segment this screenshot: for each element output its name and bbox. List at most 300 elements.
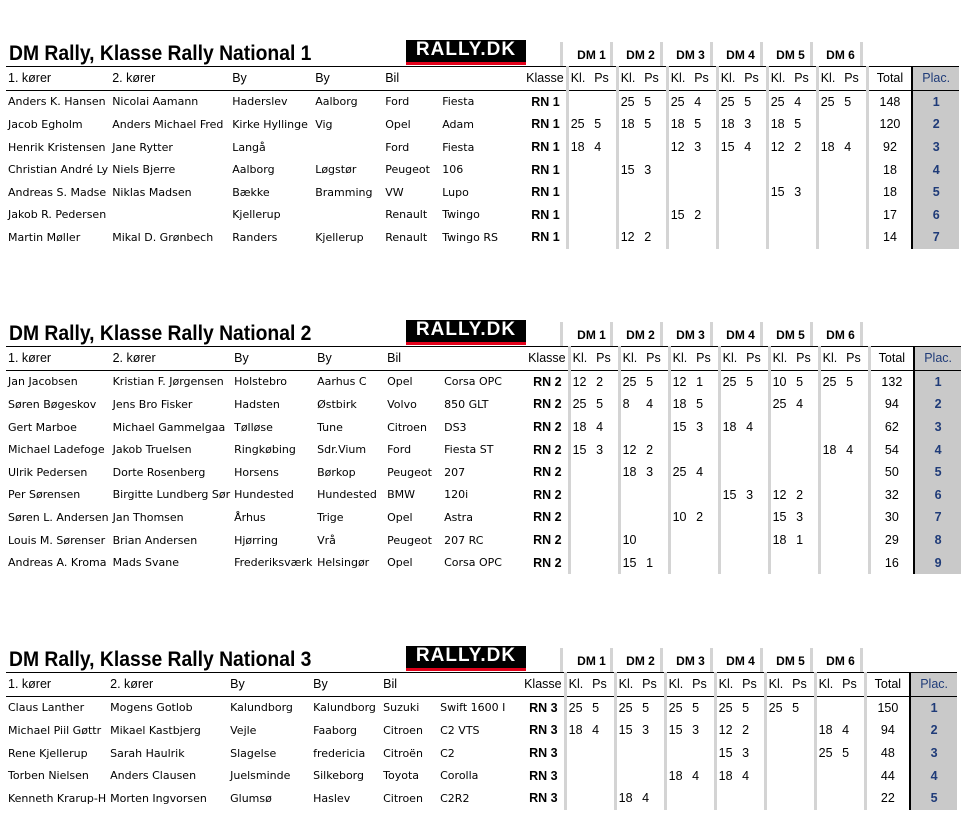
table-row: [6, 506, 961, 529]
round-points: 15: [719, 484, 744, 507]
table-row: [6, 484, 961, 507]
round-points: 18: [815, 719, 840, 742]
round-points: [817, 181, 842, 204]
class-code: RN 3: [529, 700, 558, 715]
round-bonus: [692, 158, 717, 181]
round-points: [819, 506, 844, 529]
round-bonus: [790, 742, 815, 765]
total-points: 132: [869, 370, 914, 393]
round-points: [665, 787, 690, 810]
round-bonus: 3: [742, 746, 750, 761]
round-bonus: [742, 158, 767, 181]
round-bonus: [744, 393, 769, 416]
driver-1: Martin Møller: [8, 230, 81, 244]
placement: 6: [914, 484, 961, 507]
round-header: DM 4: [726, 328, 755, 342]
class-code: RN 3: [529, 768, 558, 783]
round-points: [617, 204, 642, 227]
car-make: Citroen: [383, 723, 423, 737]
round-separator: [760, 42, 763, 66]
driver-1: Torben Nielsen: [8, 769, 89, 783]
column-header: 1. kører: [6, 347, 111, 371]
round-header: DM 1: [577, 654, 606, 668]
round-bonus: 5: [646, 374, 654, 389]
round-separator: [710, 648, 713, 672]
car-model: C2 VTS: [440, 723, 480, 737]
column-header: By: [232, 347, 315, 371]
round-bonus: [744, 438, 769, 461]
round-bonus: 5: [596, 397, 604, 412]
city-1: Vejle: [230, 723, 257, 737]
round-points: [669, 438, 694, 461]
round-points: [619, 416, 644, 439]
column-header: [442, 347, 517, 371]
round-points: [715, 787, 740, 810]
round-bonus: 4: [594, 140, 602, 155]
table-row: [6, 158, 959, 181]
round-points: 12: [617, 226, 642, 249]
car-model: Swift 1600 I: [440, 701, 506, 715]
city-2: Kalundborg: [313, 701, 376, 715]
column-header: Ps: [690, 673, 715, 697]
round-separator: [610, 322, 613, 346]
round-separator: [560, 322, 563, 346]
car-make: Peugeot: [387, 533, 432, 547]
total-points: 50: [869, 461, 914, 484]
city-2: Børkop: [317, 465, 356, 479]
round-points: [717, 158, 742, 181]
standings-table: [6, 346, 961, 574]
round-points: [717, 204, 742, 227]
car-model: Corsa OPC: [444, 556, 502, 570]
car-make: Opel: [387, 375, 413, 389]
placement: 4: [912, 158, 959, 181]
round-separator: [710, 42, 713, 66]
class-code: RN 2: [533, 442, 562, 457]
round-points: [567, 90, 592, 113]
total-points: 54: [869, 438, 914, 461]
round-bonus: [792, 226, 817, 249]
round-points: [617, 136, 642, 159]
round-points: [567, 204, 592, 227]
driver-2: Nicolai Aamann: [112, 95, 199, 109]
car-model: Astra: [444, 510, 473, 524]
total-points: 48: [865, 742, 910, 765]
city-2: Haslev: [313, 791, 351, 805]
round-points: 18: [717, 113, 742, 136]
driver-2: Jens Bro Fisker: [112, 397, 193, 411]
total-points: 120: [867, 113, 912, 136]
round-points: [719, 551, 744, 574]
driver-2: Anders Clausen: [110, 769, 197, 783]
column-header: Ps: [594, 347, 619, 371]
driver-2: Niklas Madsen: [112, 185, 192, 199]
round-points: 18: [817, 136, 842, 159]
table-row: [6, 696, 957, 719]
driver-2: Sarah Haulrik: [110, 746, 185, 760]
round-bonus: [590, 787, 615, 810]
round-bonus: 2: [742, 723, 750, 738]
placement: 5: [912, 181, 959, 204]
round-bonus: [690, 742, 715, 765]
column-header: By: [230, 67, 313, 91]
round-points: [665, 742, 690, 765]
city-2: Løgstør: [315, 163, 357, 177]
round-points: [819, 484, 844, 507]
round-header: DM 5: [776, 328, 805, 342]
total-points: 94: [869, 393, 914, 416]
driver-1: Per Sørensen: [8, 488, 81, 502]
column-header: 1. kører: [6, 673, 108, 697]
city-2: Silkeborg: [313, 769, 364, 783]
round-bonus: [642, 136, 667, 159]
column-header: By: [311, 673, 381, 697]
city-2: Vrå: [317, 533, 336, 547]
round-points: [769, 416, 794, 439]
round-points: [615, 764, 640, 787]
round-points: [815, 696, 840, 719]
car-model: Corolla: [440, 769, 479, 783]
table-row: [6, 90, 959, 113]
round-points: 15: [715, 742, 740, 765]
rally-dk-logo: RALLY.DK: [406, 320, 526, 345]
placement: 5: [914, 461, 961, 484]
round-points: 12: [619, 438, 644, 461]
total-points: 44: [865, 764, 910, 787]
class-code: RN 1: [531, 94, 560, 109]
round-points: 15: [619, 551, 644, 574]
round-bonus: [640, 764, 665, 787]
driver-1: Henrik Kristensen: [8, 140, 106, 154]
round-bonus: [644, 529, 669, 552]
class-code: RN 1: [531, 162, 560, 177]
car-make: Opel: [385, 117, 411, 131]
column-header: Klasse: [515, 67, 567, 91]
table-row: [6, 719, 957, 742]
round-points: 18: [669, 393, 694, 416]
city-1: Haderslev: [232, 95, 288, 109]
round-bonus: 4: [642, 791, 650, 806]
round-points: [719, 393, 744, 416]
round-points: [565, 787, 590, 810]
round-separator: [610, 42, 613, 66]
round-bonus: [642, 181, 667, 204]
placement: 4: [910, 764, 957, 787]
round-bonus: 3: [692, 723, 700, 738]
round-points: [567, 181, 592, 204]
round-bonus: 4: [646, 397, 654, 412]
round-header: DM 4: [726, 654, 755, 668]
round-points: [767, 226, 792, 249]
round-points: 18: [619, 461, 644, 484]
car-model: Adam: [442, 117, 474, 131]
round-bonus: 4: [596, 420, 604, 435]
class-code: RN 2: [533, 420, 562, 435]
round-separator: [710, 322, 713, 346]
table-row: [6, 787, 957, 810]
table-row: [6, 393, 961, 416]
round-points: 25: [619, 370, 644, 393]
round-bonus: [842, 226, 867, 249]
round-points: [769, 551, 794, 574]
class-code: RN 1: [531, 117, 560, 132]
column-header: By: [315, 347, 385, 371]
driver-2: Mikael Kastbjerg: [110, 723, 201, 737]
round-bonus: [844, 484, 869, 507]
round-separator: [810, 648, 813, 672]
city-1: Århus: [234, 510, 266, 524]
round-header: DM 6: [826, 328, 855, 342]
round-points: 25: [569, 393, 594, 416]
round-bonus: [844, 461, 869, 484]
round-points: 15: [717, 136, 742, 159]
column-header: Klasse: [517, 347, 569, 371]
table-row: [6, 181, 959, 204]
round-points: 18: [667, 113, 692, 136]
round-bonus: [592, 226, 617, 249]
column-header: Ps: [644, 347, 669, 371]
driver-1: Kenneth Krarup-H: [8, 791, 107, 805]
round-bonus: 4: [592, 723, 600, 738]
city-2: Tune: [317, 420, 343, 434]
round-points: 25: [765, 696, 790, 719]
round-bonus: 3: [746, 487, 754, 502]
city-2: Faaborg: [313, 723, 357, 737]
column-header: Kl.: [765, 673, 790, 697]
round-points: [569, 551, 594, 574]
column-header: Ps: [790, 673, 815, 697]
round-bonus: [844, 506, 869, 529]
car-make: VW: [385, 185, 404, 199]
car-make: BMW: [387, 488, 416, 502]
round-points: [615, 742, 640, 765]
driver-1: Jan Jacobsen: [8, 375, 78, 389]
class-block: [6, 646, 966, 812]
class-code: RN 2: [533, 555, 562, 570]
car-model: Fiesta: [442, 95, 475, 109]
column-header: 2. kører: [110, 67, 230, 91]
column-header: Ps: [744, 347, 769, 371]
round-bonus: 4: [844, 140, 852, 155]
round-bonus: [792, 158, 817, 181]
column-header: Ps: [792, 67, 817, 91]
driver-1: Claus Lanther: [8, 701, 85, 715]
table-row: [6, 370, 961, 393]
round-points: [565, 742, 590, 765]
city-1: Tølløse: [234, 420, 273, 434]
round-points: 25: [617, 90, 642, 113]
column-header: Kl.: [717, 67, 742, 91]
round-points: 15: [667, 204, 692, 227]
round-bonus: [840, 787, 865, 810]
round-bonus: 5: [844, 94, 852, 109]
car-make: Ford: [385, 95, 410, 109]
round-points: 15: [617, 158, 642, 181]
column-header: [438, 673, 513, 697]
round-bonus: [744, 529, 769, 552]
car-model: DS3: [444, 420, 467, 434]
round-bonus: 2: [644, 230, 652, 245]
round-bonus: [692, 181, 717, 204]
round-header: DM 3: [676, 328, 705, 342]
round-points: 12: [767, 136, 792, 159]
round-points: 18: [569, 416, 594, 439]
driver-2: Mads Svane: [112, 556, 180, 570]
class-header: [6, 320, 966, 346]
class-code: RN 2: [533, 465, 562, 480]
round-bonus: [592, 158, 617, 181]
round-points: 18: [567, 136, 592, 159]
round-bonus: [694, 529, 719, 552]
round-points: 25: [667, 90, 692, 113]
round-points: [719, 529, 744, 552]
round-points: 25: [815, 742, 840, 765]
round-points: 25: [769, 393, 794, 416]
column-header: 2. kører: [111, 347, 233, 371]
round-bonus: [742, 204, 767, 227]
car-make: Volvo: [387, 397, 417, 411]
city-2: Bramming: [315, 185, 373, 199]
class-code: RN 2: [533, 397, 562, 412]
driver-1: Andreas A. Kroma: [8, 556, 107, 570]
city-1: Holstebro: [234, 375, 287, 389]
column-header: 2. kører: [108, 673, 228, 697]
round-bonus: 1: [796, 533, 804, 548]
standings-table: [6, 66, 959, 249]
round-bonus: 3: [796, 510, 804, 525]
round-points: 12: [715, 719, 740, 742]
placement: 8: [914, 529, 961, 552]
round-bonus: [840, 696, 865, 719]
driver-1: Christian André Ly: [8, 163, 109, 177]
class-code: RN 3: [529, 723, 558, 738]
car-model: Lupo: [442, 185, 469, 199]
total-points: 17: [867, 204, 912, 227]
round-bonus: 3: [794, 185, 802, 200]
round-bonus: 5: [744, 94, 752, 109]
driver-2: [110, 204, 230, 227]
round-bonus: 5: [746, 374, 754, 389]
round-bonus: [690, 787, 715, 810]
car-make: Renault: [385, 230, 428, 244]
round-bonus: 5: [694, 117, 702, 132]
round-points: 15: [669, 416, 694, 439]
round-bonus: 5: [696, 397, 704, 412]
driver-2: Kristian F. Jørgensen: [112, 375, 224, 389]
car-make: Renault: [385, 208, 428, 222]
placement: 2: [914, 393, 961, 416]
city-1: Aalborg: [232, 163, 275, 177]
column-header: Kl.: [815, 673, 840, 697]
round-separator: [560, 42, 563, 66]
round-bonus: 3: [596, 442, 604, 457]
round-points: 18: [819, 438, 844, 461]
column-header: Kl.: [715, 673, 740, 697]
round-points: [617, 181, 642, 204]
round-bonus: [794, 461, 819, 484]
table-row: [6, 551, 961, 574]
class-header: [6, 646, 966, 672]
round-header: DM 3: [676, 48, 705, 62]
round-bonus: [694, 551, 719, 574]
round-bonus: [844, 393, 869, 416]
city-2: Aalborg: [315, 95, 358, 109]
column-header: Ps: [640, 673, 665, 697]
round-header: DM 3: [676, 654, 705, 668]
placement: 2: [910, 719, 957, 742]
round-points: 18: [767, 113, 792, 136]
round-points: [669, 529, 694, 552]
driver-2: Birgitte Lundberg Sør: [112, 488, 231, 502]
column-header: Plac.: [912, 67, 959, 91]
car-model: 207: [444, 465, 466, 479]
round-bonus: 2: [694, 207, 702, 222]
city-1: Glumsø: [230, 791, 272, 805]
placement: 1: [910, 696, 957, 719]
round-header: DM 6: [826, 48, 855, 62]
car-model: 207 RC: [444, 533, 484, 547]
driver-1: Michael Ladefoge: [8, 443, 105, 457]
column-header: Bil: [385, 347, 442, 371]
class-title: DM Rally, Klasse Rally National 1: [9, 42, 312, 65]
round-bonus: [592, 204, 617, 227]
column-header: Kl.: [569, 347, 594, 371]
column-header: Ps: [842, 67, 867, 91]
column-header: Kl.: [719, 347, 744, 371]
column-header: 1. kører: [6, 67, 110, 91]
round-points: 18: [769, 529, 794, 552]
car-make: Ford: [385, 140, 410, 154]
round-separator: [660, 322, 663, 346]
round-points: [765, 719, 790, 742]
column-header: By: [228, 673, 311, 697]
total-points: 29: [869, 529, 914, 552]
round-bonus: [742, 226, 767, 249]
car-make: Toyota: [383, 769, 419, 783]
round-points: [667, 158, 692, 181]
round-bonus: [790, 764, 815, 787]
column-header-row: [6, 673, 957, 697]
column-header: Kl.: [817, 67, 842, 91]
driver-2: Mikal D. Grønbech: [112, 230, 214, 244]
round-separator: [860, 42, 863, 66]
round-points: 10: [619, 529, 644, 552]
column-header: Kl.: [617, 67, 642, 91]
round-points: 25: [665, 696, 690, 719]
round-points: 18: [715, 764, 740, 787]
column-header: Ps: [592, 67, 617, 91]
column-header: Bil: [381, 673, 438, 697]
column-header-row: [6, 67, 959, 91]
placement: 1: [914, 370, 961, 393]
round-points: 25: [719, 370, 744, 393]
round-header: DM 5: [776, 654, 805, 668]
round-points: [819, 529, 844, 552]
city-2: Sdr.Vium: [317, 443, 367, 457]
round-bonus: [840, 764, 865, 787]
round-points: 12: [667, 136, 692, 159]
round-separator: [610, 648, 613, 672]
round-points: 18: [565, 719, 590, 742]
round-header: DM 2: [626, 48, 655, 62]
round-points: [769, 438, 794, 461]
round-header: DM 2: [626, 654, 655, 668]
round-points: 25: [767, 90, 792, 113]
round-bonus: [590, 742, 615, 765]
round-bonus: [644, 484, 669, 507]
round-separator: [860, 322, 863, 346]
round-points: [669, 551, 694, 574]
